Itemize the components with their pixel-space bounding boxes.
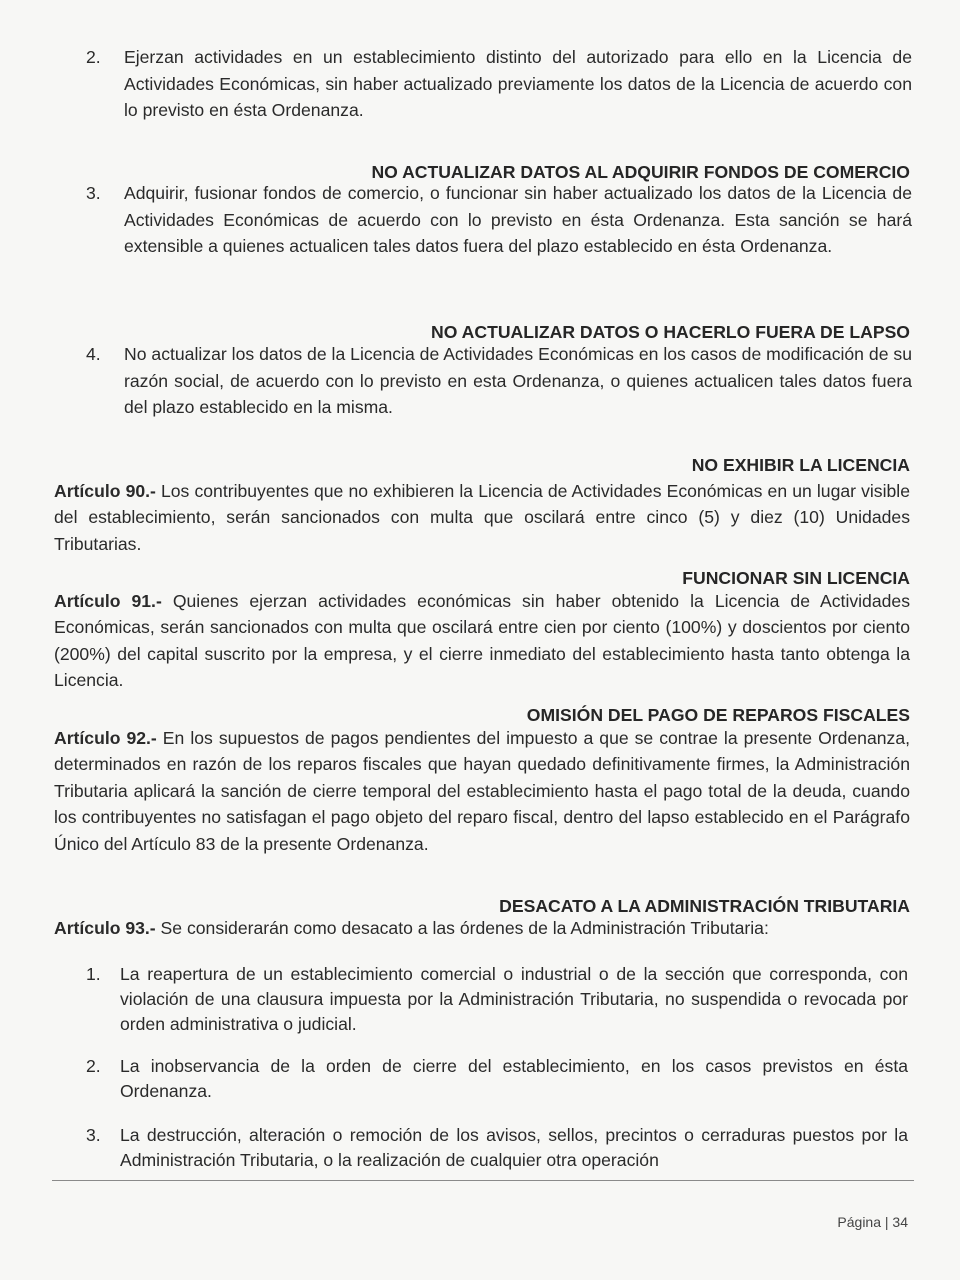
list-item xyxy=(86,962,908,1037)
section-heading: OMISIÓN DEL PAGO DE REPAROS FISCALES xyxy=(526,705,910,725)
list-text: La reapertura de un establecimiento comercial o industrial o de la sección que corresponda, con violación de una clausura impuesta por la Administración Tributaria, no suspendida o revocada por orden administrativa o judicial. xyxy=(120,964,908,1034)
list-number: 1. xyxy=(86,964,101,984)
list-text: Adquirir, fusionar fondos de comercio, o funcionar sin haber actualizado los datos de la Licencia de Actividades Económicas de acuerdo con lo previsto en ésta Ordenanza. Esta sanción se hará extensible a quienes actualicen tales datos fuera del plazo establecido en ésta Ordenanza. xyxy=(124,183,912,256)
list-item xyxy=(86,341,912,421)
page-number: Página | 34 xyxy=(837,1214,908,1230)
article-text: Los contribuyentes que no exhibieren la Licencia de Actividades Económicas en un lugar visible del establecimiento, serán sancionados con multa que oscilará entre cinco (5) y diez (10) Unidades Tributarias. xyxy=(54,481,910,554)
article-93 xyxy=(54,915,910,941)
article-91 xyxy=(54,588,910,694)
list-item xyxy=(86,1123,908,1173)
article-label: Artículo 93.- xyxy=(54,918,156,938)
list-text: Ejerzan actividades en un establecimiento distinto del autorizado para ello en la Licencia de Actividades Económicas, sin haber actualizado previamente los datos de la Licencia de acuerdo con lo previsto en ésta Ordenanza. xyxy=(124,47,912,120)
section-heading: DESACATO A LA ADMINISTRACIÓN TRIBUTARIA xyxy=(499,896,910,916)
article-text: Quienes ejerzan actividades económicas sin haber obtenido la Licencia de Actividades Económicas, serán sancionados con multa que oscilará entre cien por ciento (100%) y doscientos por ciento (200%) del capital suscrito por la empresa, y el cierre inmediato del establecimiento hasta tanto obtenga la Licencia. xyxy=(54,591,910,691)
section-heading: FUNCIONAR SIN LICENCIA xyxy=(682,568,910,588)
footer-divider xyxy=(52,1180,914,1181)
list-number: 2. xyxy=(86,1056,101,1076)
article-text: En los supuestos de pagos pendientes del impuesto a que se contrae la presente Ordenanza, determinados en razón de los reparos fiscales que hayan quedado definitivamente firmes, la Administración Tributaria aplicará la sanción de cierre temporal del establecimiento hasta el pago total de la deuda, cuando los contribuyentes no satisfagan el pago objeto del reparo fiscal, dentro del lapso establecido en el Parágrafo Único del Artículo 83 de la presente Ordenanza. xyxy=(54,728,911,854)
list-item xyxy=(86,180,912,260)
section-heading: NO ACTUALIZAR DATOS O HACERLO FUERA DE LAPSO xyxy=(431,322,910,342)
section-heading: NO ACTUALIZAR DATOS AL ADQUIRIR FONDOS DE COMERCIO xyxy=(371,162,910,182)
list-number: 4. xyxy=(86,344,101,364)
article-90 xyxy=(54,478,910,557)
list-item xyxy=(86,44,912,124)
list-text: No actualizar los datos de la Licencia de Actividades Económicas en los casos de modificación de su razón social, de acuerdo con lo previsto en esta Ordenanza, o quienes actualicen tales datos fuera del plazo establecido en la misma. xyxy=(124,344,912,417)
article-label: Artículo 90.- xyxy=(54,481,156,501)
list-text: La inobservancia de la orden de cierre del establecimiento, en los casos previstos en ésta Ordenanza. xyxy=(120,1056,908,1101)
list-text: La destrucción, alteración o remoción de los avisos, sellos, precintos o cerraduras puestos por la Administración Tributaria, o la realización de cualquier otra operación xyxy=(120,1125,908,1170)
article-92 xyxy=(54,725,910,857)
article-label: Artículo 92.- xyxy=(54,728,157,748)
list-number: 3. xyxy=(86,183,101,203)
article-text: Se considerarán como desacato a las órdenes de la Administración Tributaria: xyxy=(155,918,769,938)
article-label: Artículo 91.- xyxy=(54,591,162,611)
list-item xyxy=(86,1054,908,1104)
list-number: 2. xyxy=(86,47,101,67)
list-number: 3. xyxy=(86,1125,101,1145)
section-heading: NO EXHIBIR LA LICENCIA xyxy=(691,455,910,475)
